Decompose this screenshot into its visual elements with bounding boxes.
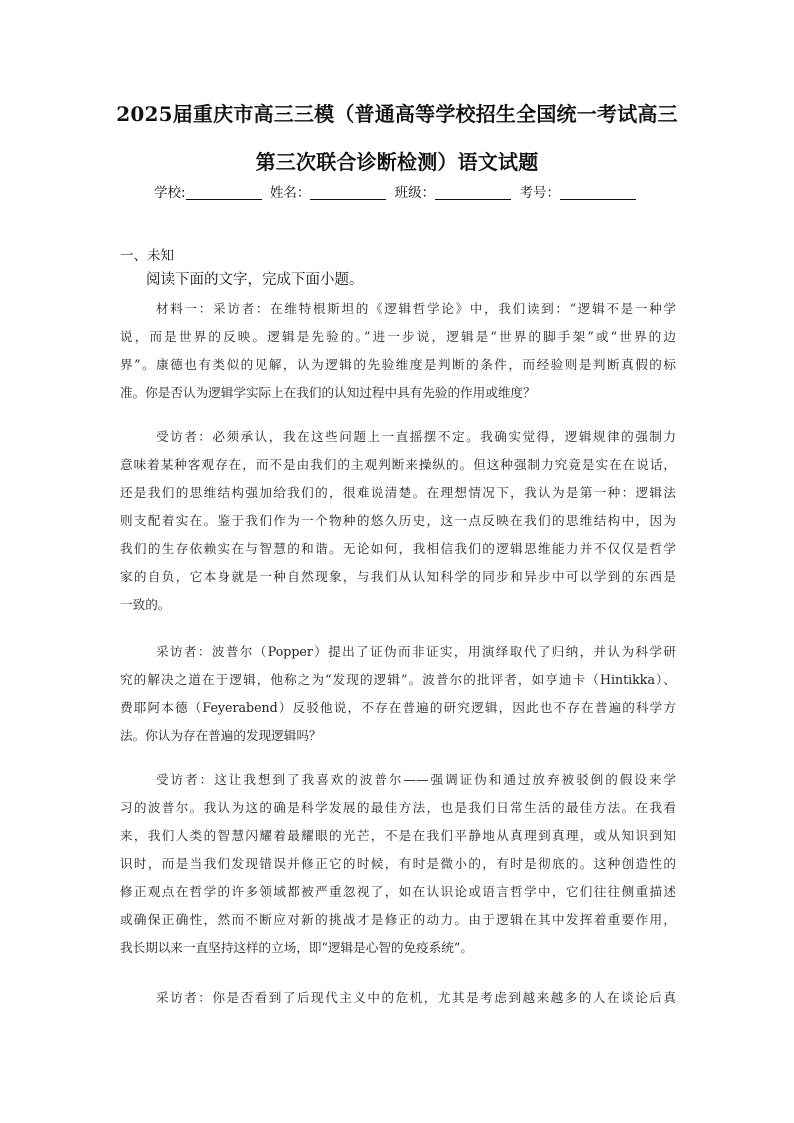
text-line: 究的解决之道在于逻辑，他称之为“发现的逻辑”。波普尔的批评者，如亨迪卡（Hintikka）、 (120, 672, 676, 687)
text-line: 家的自负，它本身就是一种自然现象，与我们从认知科学的同步和异步中可以学到的东西是 (120, 569, 676, 584)
text-line: 我长期以来一直坚持这样的立场，即“逻辑是心智的免疫系统”。 (120, 940, 473, 955)
exam-title-line-2: 第三次联合诊断检测）语文试题 (255, 150, 539, 174)
text-line: 材料一：采访者：在维特根斯坦的《逻辑哲学论》中，我们读到：“逻辑不是一种学 (156, 301, 676, 316)
school-label: 学校: (154, 185, 186, 201)
text-line: 一致的。 (120, 597, 171, 612)
reading-instruction: 阅读下面的文字，完成下面小题。 (146, 272, 364, 288)
text-line: 习的波普尔。我认为这的确是科学发展的最佳方法，也是我们日常生活的最佳方法。在我看 (120, 800, 676, 815)
section-heading: 一、未知 (120, 248, 174, 264)
number-field[interactable] (560, 185, 636, 200)
text-line: 法。你认为存在普遍的发现逻辑吗？ (120, 728, 322, 743)
text-line: 来，我们人类的智慧闪耀着最耀眼的光芒，不是在我们平静地从真理到真理，或从知识到知 (120, 828, 676, 843)
text-line: 准。你是否认为逻辑学实际上在我们的认知过程中具有先验的作用或维度？ (120, 385, 536, 400)
name-label: 姓名： (269, 185, 311, 201)
text-line: 还是我们的思维结构强加给我们的，很难说清楚。在理想情况下，我认为是第一种：逻辑法 (120, 485, 676, 500)
paragraph-interviewer-three (120, 984, 676, 1012)
paragraph-material-one (120, 295, 676, 407)
text-line: 界”。康德也有类似的见解，认为逻辑的先验维度是判断的条件，而经验则是判断真假的标 (120, 357, 676, 372)
text-line: 我们的生存依赖实在与智慧的和谐。无论如何，我相信我们的逻辑思维能力并不仅仅是哲学 (120, 541, 676, 556)
text-line: 识时，而是当我们发现错误并修正它的时候，有时是微小的，有时是彻底的。这种创造性的 (120, 856, 676, 871)
text-line: 修正观点在哲学的许多领域都被严重忽视了，如在认识论或语言哲学中，它们往往侧重描述 (120, 884, 676, 899)
text-line: 或确保正确性，然而不断应对新的挑战才是修正的动力。由于逻辑在其中发挥着重要作用， (120, 912, 676, 927)
text-line: 受访者：必须承认，我在这些问题上一直摇摆不定。我确实觉得，逻辑规律的强制力 (156, 429, 676, 444)
text-line: 采访者：你是否看到了后现代主义中的危机，尤其是考虑到越来越多的人在谈论后真 (156, 990, 676, 1005)
exam-title-line-1: 2025届重庆市高三三模（普通高等学校招生全国统一考试高三 (116, 102, 678, 126)
paragraph-interviewee-two (120, 766, 676, 962)
school-field[interactable] (186, 185, 262, 200)
text-line: 则支配着实在。鉴于我们作为一个物种的悠久历史，这一点反映在我们的思维结构中，因为 (120, 513, 676, 528)
number-label: 考号： (519, 185, 560, 201)
text-line: 采访者：波普尔（Popper）提出了证伪而非证实，用演绎取代了归纳，并认为科学研 (156, 644, 676, 659)
name-field[interactable] (310, 185, 386, 200)
text-line: 意味着某种客观存在，而不是由我们的主观判断来操纵的。但这种强制力究竟是实在在说话， (120, 457, 676, 472)
class-field[interactable] (435, 185, 511, 200)
paragraph-interviewer-two (120, 638, 676, 750)
text-line: 受访者：这让我想到了我喜欢的波普尔——强调证伪和通过放弃被驳倒的假设来学 (156, 772, 676, 787)
text-line: 费耶阿本德（Feyerabend）反驳他说，不存在普遍的研究逻辑，因此也不存在普遍的科学方 (120, 700, 676, 715)
paragraph-interviewee-one (120, 423, 676, 619)
student-info-row (0, 181, 794, 201)
text-line: 说，而是世界的反映。逻辑是先验的。”进一步说，逻辑是“世界的脚手架”或“世界的边 (120, 329, 676, 344)
class-label: 班级： (394, 185, 436, 201)
